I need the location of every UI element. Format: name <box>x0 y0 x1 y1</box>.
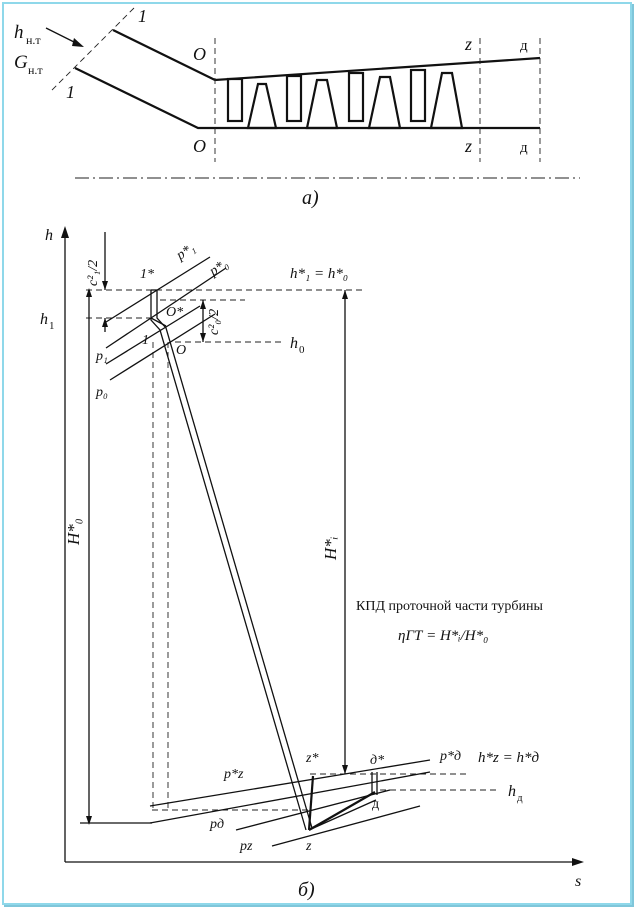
label-c1: c²₁/2 <box>86 259 101 286</box>
label-0-bottom: O <box>193 136 206 156</box>
label-Hi: H*ᵢ <box>321 536 340 560</box>
flow-path-diagram <box>14 6 580 209</box>
label-d-top: д <box>520 38 528 54</box>
label-pd: pд <box>210 817 225 832</box>
lower-wall <box>75 68 540 128</box>
label-z-bottom: z <box>465 136 473 156</box>
section-1-line <box>50 8 134 92</box>
label-pt-1s: 1* <box>140 267 154 282</box>
label-z-top: z <box>465 34 473 54</box>
rotor-blade-4 <box>431 73 462 128</box>
h-axis-arrow <box>61 226 69 238</box>
c1-arrow <box>102 281 108 290</box>
label-g-nt-sub: н.т <box>28 63 43 77</box>
stator-blade-3 <box>349 73 363 121</box>
stator-blade-1 <box>228 79 242 121</box>
label-pt-ds: д* <box>370 753 385 768</box>
process-line-outer <box>151 290 306 830</box>
label-h0-sub: 0 <box>299 344 305 356</box>
label-pds: p*д <box>440 749 462 764</box>
label-h0: h <box>290 335 298 352</box>
Hi-arrow-bottom <box>342 765 348 774</box>
z-d-line <box>309 792 375 830</box>
label-pt-z: z <box>306 839 312 854</box>
z-d-line-2 <box>309 800 376 830</box>
label-pt-d: д <box>372 797 380 812</box>
label-1-top: 1 <box>138 6 147 26</box>
rotor-blade-3 <box>369 77 400 128</box>
blade-row <box>228 70 462 128</box>
label-p0: p₀ <box>96 385 108 400</box>
label-p0s: p*₀ <box>207 256 232 280</box>
rotor-blade-1 <box>248 84 276 128</box>
label-p1: p₁ <box>96 349 108 364</box>
label-h1: h <box>40 311 48 328</box>
H0-arrow-bottom <box>86 816 92 825</box>
label-c0: c²₀/2 <box>207 308 222 335</box>
stator-blade-2 <box>287 76 301 121</box>
label-h-nt-sub: н.т <box>26 33 41 47</box>
upper-wall <box>113 30 540 80</box>
c0-arrow-bottom <box>200 333 206 342</box>
Hi-arrow-top <box>342 290 348 299</box>
label-pt-1: 1 <box>142 333 149 348</box>
label-0-top: O <box>193 44 206 64</box>
s-axis-label: s <box>575 873 582 890</box>
s-axis-arrow <box>572 858 584 866</box>
label-d-bottom: д <box>520 140 528 156</box>
kpd-formula: ηГТ = H*ᵢ/H*₀ <box>398 628 489 644</box>
hs-diagram <box>40 226 584 901</box>
label-1-bottom: 1 <box>66 82 75 102</box>
label-h-nt: h <box>14 22 24 43</box>
z-zs-line <box>309 776 313 830</box>
c0-arrow-top <box>200 300 206 309</box>
isobar-pz <box>272 806 420 846</box>
label-pzs: p*z <box>224 767 244 782</box>
label-g-nt: G <box>14 52 28 73</box>
isobar-pzs <box>150 760 430 806</box>
label-pt-0s: O* <box>166 305 184 320</box>
label-pt-zs: z* <box>306 751 319 766</box>
rotor-blade-2 <box>307 80 337 128</box>
label-pt-0: O <box>176 343 187 358</box>
label-hzs-eq: h*z = h*д <box>478 750 540 766</box>
label-hd: h <box>508 783 516 800</box>
stator-blade-4 <box>411 70 425 121</box>
caption-b: б) <box>298 879 315 901</box>
c1-arrow-2 <box>102 318 108 327</box>
label-H0: H*₀ <box>64 518 83 545</box>
kpd-title: КПД проточной части турбины <box>356 599 543 614</box>
process-line-inner <box>157 290 312 828</box>
label-h1-sub: 1 <box>49 320 55 332</box>
inlet-arrowhead <box>72 38 84 47</box>
label-p1s: p*₁ <box>174 240 199 264</box>
caption-a: а) <box>302 187 319 209</box>
h-axis-label: h <box>45 227 53 244</box>
H0-arrow-top <box>86 288 92 297</box>
label-hd-sub: д <box>517 792 523 804</box>
label-h1s-eq: h*₁ = h*₀ <box>290 266 349 282</box>
label-pz: pz <box>240 839 253 854</box>
